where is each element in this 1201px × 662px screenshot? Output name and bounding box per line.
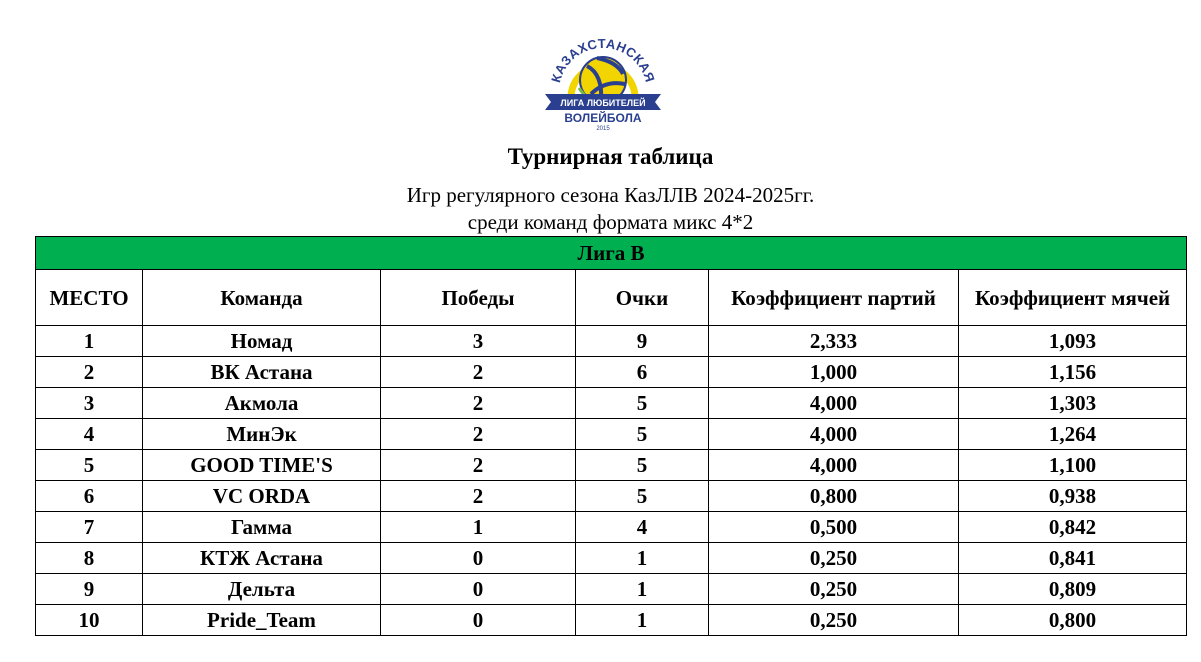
cell-sets-ratio: 1,000 [709, 357, 959, 388]
cell-sets-ratio: 4,000 [709, 419, 959, 450]
cell-sets-ratio: 0,250 [709, 574, 959, 605]
col-header-points: Очки [576, 270, 709, 326]
col-header-place: МЕСТО [36, 270, 143, 326]
cell-wins: 0 [381, 543, 576, 574]
table-row [36, 388, 1187, 419]
cell-team: VC ORDA [143, 481, 381, 512]
logo-ribbon-text: ЛИГА ЛЮБИТЕЛЕЙ [560, 98, 646, 108]
table-row [36, 357, 1187, 388]
cell-sets-ratio: 0,250 [709, 605, 959, 636]
cell-points: 5 [576, 481, 709, 512]
table-row [36, 512, 1187, 543]
table-row [36, 543, 1187, 574]
table-row [36, 450, 1187, 481]
cell-balls-ratio: 0,800 [959, 605, 1187, 636]
cell-points: 1 [576, 605, 709, 636]
table-row [36, 481, 1187, 512]
league-header-row [36, 237, 1187, 270]
cell-points: 5 [576, 419, 709, 450]
table-row [36, 574, 1187, 605]
col-header-sets-ratio: Коэффициент партий [709, 270, 959, 326]
cell-wins: 3 [381, 326, 576, 357]
cell-wins: 2 [381, 357, 576, 388]
logo-bottom-text: ВОЛЕЙБОЛА [564, 111, 642, 125]
cell-team: GOOD TIME'S [143, 450, 381, 481]
cell-balls-ratio: 0,938 [959, 481, 1187, 512]
column-header-row [36, 270, 1187, 326]
cell-wins: 2 [381, 481, 576, 512]
cell-sets-ratio: 0,500 [709, 512, 959, 543]
page-title: Турнирная таблица [507, 144, 714, 169]
cell-team: Дельта [143, 574, 381, 605]
logo-year: 2015 [596, 126, 610, 132]
cell-points: 1 [576, 543, 709, 574]
cell-wins: 2 [381, 419, 576, 450]
cell-team: КТЖ Астана [143, 543, 381, 574]
cell-place: 4 [36, 419, 143, 450]
cell-sets-ratio: 0,800 [709, 481, 959, 512]
table-row [36, 605, 1187, 636]
subtitle-format: среди команд формата микс 4*2 [467, 210, 754, 234]
cell-wins: 1 [381, 512, 576, 543]
cell-team: ВК Астана [143, 357, 381, 388]
cell-balls-ratio: 0,841 [959, 543, 1187, 574]
logo-arc-text: КАЗАХСТАНСКАЯ [548, 35, 658, 85]
cell-place: 2 [36, 357, 143, 388]
cell-place: 6 [36, 481, 143, 512]
table-row [36, 419, 1187, 450]
col-header-balls-ratio: Коэффициент мячей [959, 270, 1187, 326]
cell-sets-ratio: 0,250 [709, 543, 959, 574]
cell-points: 4 [576, 512, 709, 543]
cell-balls-ratio: 1,100 [959, 450, 1187, 481]
cell-place: 3 [36, 388, 143, 419]
col-header-wins: Победы [381, 270, 576, 326]
cell-team: МинЭк [143, 419, 381, 450]
cell-points: 5 [576, 450, 709, 481]
cell-points: 6 [576, 357, 709, 388]
cell-balls-ratio: 1,264 [959, 419, 1187, 450]
cell-balls-ratio: 1,156 [959, 357, 1187, 388]
col-header-team: Команда [143, 270, 381, 326]
cell-team: Гамма [143, 512, 381, 543]
cell-place: 1 [36, 326, 143, 357]
cell-place: 10 [36, 605, 143, 636]
league-name: Лига B [36, 237, 1187, 270]
standings-table [35, 236, 1187, 636]
cell-points: 5 [576, 388, 709, 419]
league-logo [541, 22, 665, 132]
cell-team: Номад [143, 326, 381, 357]
cell-wins: 0 [381, 605, 576, 636]
cell-team: Акмола [143, 388, 381, 419]
cell-balls-ratio: 0,842 [959, 512, 1187, 543]
cell-points: 1 [576, 574, 709, 605]
cell-wins: 0 [381, 574, 576, 605]
subtitle-season: Игр регулярного сезона КазЛЛВ 2024-2025гг. [406, 183, 815, 207]
cell-points: 9 [576, 326, 709, 357]
cell-wins: 2 [381, 388, 576, 419]
cell-place: 8 [36, 543, 143, 574]
cell-balls-ratio: 1,093 [959, 326, 1187, 357]
cell-place: 7 [36, 512, 143, 543]
cell-sets-ratio: 4,000 [709, 450, 959, 481]
cell-balls-ratio: 0,809 [959, 574, 1187, 605]
cell-sets-ratio: 4,000 [709, 388, 959, 419]
cell-place: 5 [36, 450, 143, 481]
cell-wins: 2 [381, 450, 576, 481]
cell-balls-ratio: 1,303 [959, 388, 1187, 419]
cell-place: 9 [36, 574, 143, 605]
cell-team: Pride_Team [143, 605, 381, 636]
table-row [36, 326, 1187, 357]
cell-sets-ratio: 2,333 [709, 326, 959, 357]
